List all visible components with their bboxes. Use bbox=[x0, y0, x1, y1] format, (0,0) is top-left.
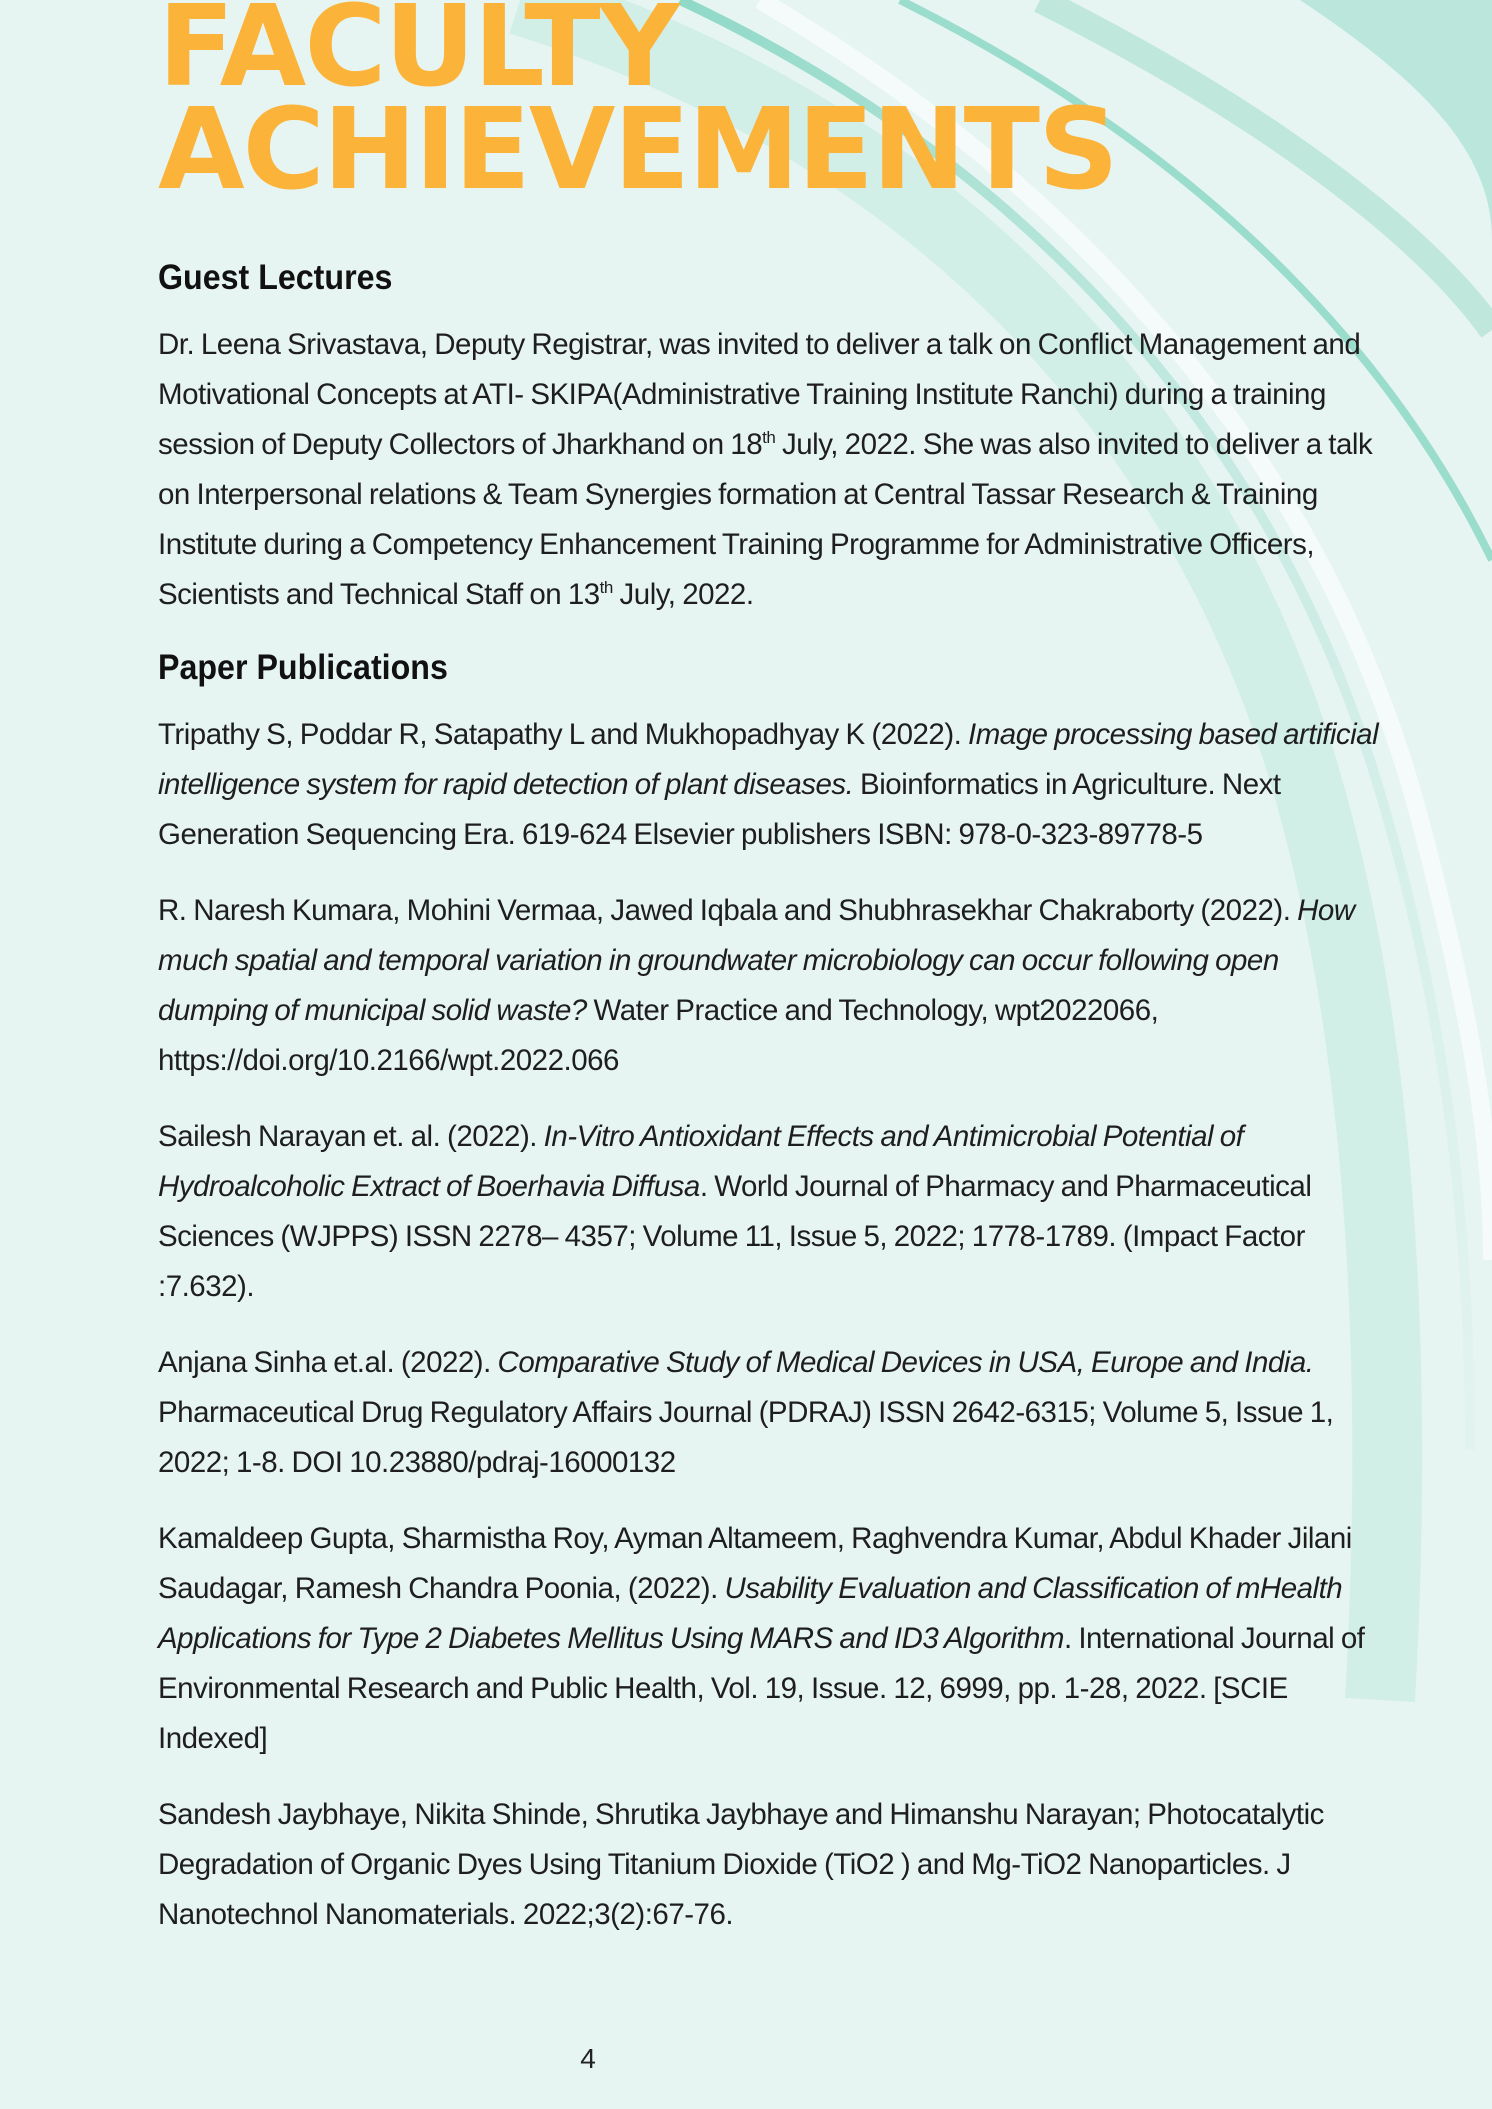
publication-item bbox=[158, 1514, 1388, 1764]
publication-title: Usability Evaluation and Classification of mHealth Applications for Type 2 Diabetes Mellitus Using MARS and ID3 Algorithm bbox=[158, 1572, 1343, 1655]
paragraph-text-b: July, 2022. She was also invited to deliver a talk on Interpersonal relations & Team Synergies formation at Central Tassar Research & Training Institute during a Competency Enhancement Training Programme for Administrative Officers, Scientists and Technical Staff on 13 bbox=[158, 428, 1373, 611]
publication-source: Bioinformatics in Agriculture. Next Generation Sequencing Era. 619-624 Elsevier publishers ISBN: 978-0-323-89778-5 bbox=[158, 768, 1281, 851]
publication-title: How much spatial and temporal variation in groundwater microbiology can occur following open dumping of municipal solid waste? bbox=[158, 894, 1355, 1027]
publications-section bbox=[158, 648, 1388, 1940]
ordinal-suffix: th bbox=[762, 428, 776, 448]
publication-source: . International Journal of Environmental Research and Public Health, Vol. 19, Issue. 12, 6999, pp. 1-28, 2022. [SCIE Indexed] bbox=[158, 1622, 1365, 1755]
publications-heading: Paper Publications bbox=[158, 648, 448, 687]
publication-authors: Tripathy S, Poddar R, Satapathy L and Mukhopadhyay K (2022). bbox=[158, 718, 969, 751]
publication-source: . World Journal of Pharmacy and Pharmaceutical Sciences (WJPPS) ISSN 2278– 4357; Volume 11, Issue 5, 2022; 1778-1789. (Impact Factor :7.632). bbox=[158, 1170, 1312, 1303]
ordinal-suffix: th bbox=[599, 578, 613, 598]
title-line-1: FACULTY bbox=[158, 0, 678, 112]
paragraph-text-a: Dr. Leena Srivastava, Deputy Registrar, was invited to deliver a talk on Conflict Management and Motivational Concepts at ATI- SKIPA(Administrative Training Institute Ranchi) during a training session of Deputy Collectors of Jharkhand on 18 bbox=[158, 328, 1361, 461]
guest-lectures-section bbox=[158, 258, 1388, 620]
publication-authors: Sailesh Narayan et. al. (2022). bbox=[158, 1120, 544, 1153]
publication-source: Water Practice and Technology, wpt2022066, https://doi.org/10.2166/wpt.2022.066 bbox=[158, 994, 1159, 1077]
content bbox=[158, 258, 1388, 1966]
publication-item bbox=[158, 1112, 1388, 1312]
guest-lectures-paragraph bbox=[158, 320, 1388, 620]
page-number: 4 bbox=[580, 2043, 596, 2074]
publication-authors: Sandesh Jaybhaye, Nikita Shinde, Shrutika Jaybhaye and Himanshu Narayan; Photocatalytic Degradation of Organic Dyes Using Titanium Dioxide (TiO2 ) and Mg-TiO2 Nanoparticles. J Nanotechnol Nanomaterials. 2022;3(2):67-76. bbox=[158, 1798, 1324, 1931]
publication-source: Pharmaceutical Drug Regulatory Affairs Journal (PDRAJ) ISSN 2642-6315; Volume 5, Issue 1, 2022; 1-8. DOI 10.23880/pdraj-16000132 bbox=[158, 1396, 1334, 1479]
publication-title: Comparative Study of Medical Devices in USA, Europe and India. bbox=[497, 1346, 1314, 1379]
guest-lectures-heading: Guest Lectures bbox=[158, 258, 393, 297]
publication-authors: Kamaldeep Gupta, Sharmistha Roy, Ayman Altameem, Raghvendra Kumar, Abdul Khader Jilani Saudagar, Ramesh Chandra Poonia, (2022). bbox=[158, 1522, 1352, 1605]
publication-item bbox=[158, 886, 1388, 1086]
page-title bbox=[158, 0, 1117, 216]
paragraph-text-c: July, 2022. bbox=[612, 578, 754, 611]
publication-title: In-Vitro Antioxidant Effects and Antimicrobial Potential of Hydroalcoholic Extract of Boerhavia Diffusa bbox=[158, 1120, 1244, 1203]
publication-authors: Anjana Sinha et.al. (2022). bbox=[158, 1346, 498, 1379]
publication-authors: R. Naresh Kumara, Mohini Vermaa, Jawed Iqbala and Shubhrasekhar Chakraborty (2022). bbox=[158, 894, 1298, 927]
publication-item bbox=[158, 1338, 1388, 1488]
publication-item bbox=[158, 710, 1388, 860]
title-line-2: ACHIEVEMENTS bbox=[158, 85, 1117, 216]
publication-title: Image processing based artificial intelligence system for rapid detection of plant diseases. bbox=[158, 718, 1379, 801]
publication-item bbox=[158, 1790, 1388, 1940]
